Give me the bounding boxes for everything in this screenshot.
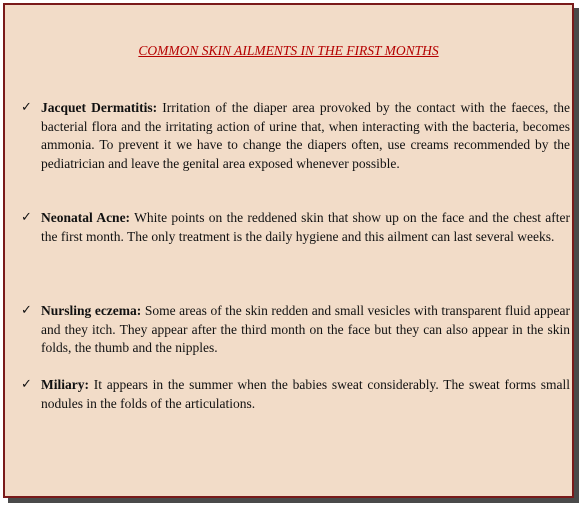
item-term: Neonatal Acne: bbox=[41, 210, 131, 225]
item-description: Some areas of the skin redden and small vesicles with transparent fluid appear and they itch. They appear after the third month on the face but they can also appear in the skin folds, the thumb and the nipples. bbox=[41, 303, 570, 355]
item-paragraph bbox=[41, 302, 570, 358]
checkmark-icon: ✓ bbox=[21, 377, 32, 392]
list-item bbox=[21, 99, 570, 173]
item-description: White points on the reddened skin that show up on the face and the chest after the first month. The only treatment is the daily hygiene and this ailment can last several weeks. bbox=[41, 210, 570, 244]
item-description: It appears in the summer when the babies sweat considerably. The sweat forms small nodules in the folds of the articulations. bbox=[41, 377, 570, 411]
checkmark-icon: ✓ bbox=[21, 210, 32, 225]
list-item bbox=[21, 376, 570, 413]
list-item bbox=[21, 209, 570, 246]
item-description: Irritation of the diaper area provoked by the contact with the faeces, the bacterial flora and the irritating action of urine that, when interacting with the bacteria, becomes ammonia. To prevent it we have to change the diapers often, use creams recommended by the pediatrician and leave the genital area exposed whenever possible. bbox=[41, 100, 570, 171]
list-item bbox=[21, 302, 570, 358]
page-title: COMMON SKIN AILMENTS IN THE FIRST MONTHS bbox=[138, 43, 439, 58]
item-paragraph bbox=[41, 376, 570, 413]
checkmark-icon: ✓ bbox=[21, 303, 32, 318]
item-paragraph bbox=[41, 209, 570, 246]
item-term: Jacquet Dermatitis: bbox=[41, 100, 158, 115]
item-term: Miliary: bbox=[41, 377, 89, 392]
item-term: Nursling eczema: bbox=[41, 303, 142, 318]
checkmark-icon: ✓ bbox=[21, 100, 32, 115]
content-box bbox=[3, 3, 574, 498]
item-paragraph bbox=[41, 99, 570, 173]
